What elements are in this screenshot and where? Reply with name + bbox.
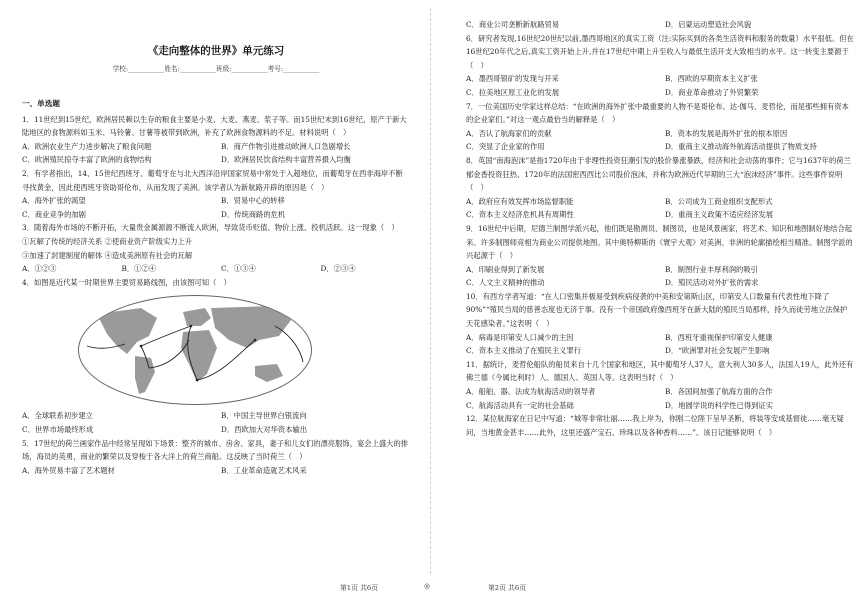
world-trade-route-map <box>78 295 312 405</box>
question-10-stem: 10．有西方学者写道：“在人口密集并极易受到疾病侵袭的中美和安第斯山区，印第安人口数量有代表性地下降了90%”“殖民当局的慈善态度也无济于事。没有一个帝国政府像西班牙在新大陆的殖民当局那样，持久而徒劳地立法保护天花感染者。”这表明（ ） <box>466 291 848 329</box>
question-4-stem: 4．如图是近代某一时期世界主要贸易路线图，由该图可知（ ） <box>22 277 231 287</box>
option-a[interactable]: A．病毒是印第安人口减少的主因 <box>466 332 574 342</box>
question-6-options <box>466 72 854 99</box>
question-1-stem: 1．11世纪到15世纪，欧洲居民赖以生存的粮食主要是小麦、大麦、燕麦、浆子等。而15世纪末到16世纪，原产于新大陆地区的食物源料如玉米、马铃薯、甘薯等被带到欧洲，补充了欧洲食物源料的不足。材料说明（ ） <box>22 114 407 138</box>
question-3-options <box>22 262 410 276</box>
option-b[interactable]: B．制图行业丰厚利润的吸引 <box>665 264 758 274</box>
port-marker <box>140 345 143 348</box>
option-a[interactable]: A．①②③ <box>22 264 57 274</box>
option-a[interactable]: A．海外扩张的渴望 <box>22 196 86 206</box>
option-c[interactable]: C．商业竞争的加剧 <box>22 209 86 219</box>
option-b[interactable]: B．工业革命造就艺术风采 <box>221 465 307 475</box>
left-page <box>22 18 410 477</box>
question-7-stem: 7．一位美国历史学家这样总结：“在欧洲的海外扩张中最重要的人物不是哥伦布、达·伽马、麦哲伦，而是那些拥有资本的企业家们。”对这一观点最恰当的解释是（ ） <box>466 101 849 125</box>
binding-mark: ◎ <box>424 582 430 590</box>
option-b[interactable]: B．公司成为工商业组织支配形式 <box>665 196 773 206</box>
north-america-land <box>97 308 157 354</box>
option-c[interactable]: C．欧洲殖民掠夺丰富了欧洲的食物结构 <box>22 155 152 165</box>
trade-map-graphic <box>79 296 311 404</box>
option-d[interactable]: D．欧洲居民饮食结构丰富营养摄入均衡 <box>221 155 351 165</box>
option-a[interactable]: A．全球联系初步建立 <box>22 411 93 421</box>
option-d[interactable]: D．殖民活动对外扩张的需求 <box>665 278 759 288</box>
option-c[interactable]: C．商业公司垄断新航路贸易 <box>466 20 560 29</box>
option-c[interactable]: C．人文主义精神的推动 <box>466 278 545 288</box>
question-3-items-2: ③加速了封建制度的解体 ④造成美洲原有社会的瓦解 <box>22 250 193 260</box>
question-6-stem: 6．研究者发现,16世纪20世纪以前,墨西哥地区的真实工资（注:实际买到的各类生活资料和服务的数量）水平很低。但在16世纪20年代之后,真实工资开始上升,并在17世纪中期上升至收入与最低生活开支大致相当的水平。这一转变主要源于（ ） <box>466 33 854 70</box>
option-c[interactable]: C．突显了企业家的作用 <box>466 142 545 152</box>
port-marker <box>196 379 199 382</box>
option-b[interactable]: B．各国间加强了航海方面的合作 <box>665 387 773 397</box>
option-a[interactable]: A．墨西哥银矿的发现与开采 <box>466 74 559 84</box>
question-1-options <box>22 140 410 167</box>
question-2-stem: 2．有学者指出，14、15世纪西班牙、葡萄牙在与北大西洋沿岸国家贸易中常处于入超地位，而葡萄牙在西非海岸不断寻找黄金，因此使西班牙资助哥伦布，从而发现了美洲。该学者认为新航路开辟的原因是（ ） <box>22 168 403 192</box>
option-d[interactable]: D．重商主义政策不适应经济发展 <box>665 210 774 220</box>
question-8-options <box>466 195 854 222</box>
question-8-stem: 8．英国“南海泡沫”是指1720年由于非理性投资狂潮引发的股价暴涨暴跌，经济和社会动荡的事件；它与1637年的荷兰郁金香投资狂热、1720年的法国密西西比公司股价泡沫，并称为欧洲近代早期的三大“泡沫经济”事件。这些事件说明（ ） <box>466 155 851 193</box>
port-marker <box>254 339 257 342</box>
question-3-stem: 3．随着海外市场的不断开拓，大量贵金属源源不断流入欧洲，导致货币贬值、物价上涨、投机活跃。这一现象（ ） <box>22 223 399 233</box>
option-d[interactable]: D．传统商路的危机 <box>221 209 286 219</box>
section-heading: 一、单选题 <box>22 99 60 108</box>
port-marker <box>190 325 193 328</box>
question-10-options <box>466 331 854 358</box>
question-12-stem: 12．某位航海家在日记中写道：“城等非常壮丽……我上岸为，你刚二位陛下呈旱圣断，将装等安成基督徒……毫无疑问，当地黄金甚丰……此外，这里还盛产宝石、珍珠以及各种香料……”。该日记能够说明（ ） <box>466 414 844 437</box>
question-5-stem: 5．17世纪的荷兰画家作品中经常呈现如下场景：整齐的城市、房舍、家具，妻子和儿女们的漂亮服饰，宴会上盛大的排场，海员的英勇，商业的繁荣以及穿梭于各大洋上的荷兰商船。这反映了当时荷兰（ ） <box>22 438 409 462</box>
right-page <box>466 18 854 439</box>
question-11-options <box>466 385 854 412</box>
option-c[interactable]: C．资本主义经济危机具有周期性 <box>466 210 574 220</box>
option-a[interactable]: A．欧洲农业生产力进步解决了粮食问题 <box>22 141 152 151</box>
option-d[interactable]: D．“欧洲罪对社会发展产生影响 <box>665 346 770 356</box>
question-9-options <box>466 263 854 290</box>
question-3-items-1: ①瓦解了传统的经济关系 ②使商业资产阶级实力上升 <box>22 236 193 246</box>
option-c[interactable]: C．航海活动具有一定的社会基础 <box>466 400 574 410</box>
option-d[interactable]: D．商业革命推动了外贸繁荣 <box>665 87 759 97</box>
question-11-stem: 11．据统计，麦哲伦船队的船员来自十几个国家和地区，其中葡萄牙人37人，意大利人30多人，法国人19人，此外还有佛兰德（今属比利时）人、德国人、英国人等。这表明当时（ ） <box>466 359 854 383</box>
europe-land <box>183 308 211 326</box>
question-7-options <box>466 127 854 154</box>
exam-title: 《走向整体的世界》单元练习 <box>147 45 285 57</box>
page-divider <box>430 8 431 574</box>
option-c[interactable]: C．拉美地区原工业化的发展 <box>466 87 560 97</box>
option-d[interactable]: D．②③④ <box>320 264 356 274</box>
option-b[interactable]: B．商产作物引进推动欧洲人口急剧增长 <box>221 141 351 151</box>
option-b[interactable]: B．资本的发展是海外扩张的根本原因 <box>665 128 788 138</box>
question-4-options <box>22 409 410 436</box>
option-b[interactable]: B．西欧的早期资本主义扩张 <box>665 74 758 84</box>
option-c[interactable]: C．①③④ <box>221 264 256 274</box>
student-info-line: 学校:___________姓名:___________班级:___________考号:___________ <box>112 65 320 73</box>
australia-land <box>255 364 283 382</box>
option-a[interactable]: A．海外贸易丰富了艺术题材 <box>22 465 115 475</box>
question-9-stem: 9．16世纪中后期，尼德兰制图学派兴起，他们既是勘测员、制图员，也是风景画家，将艺术、知识和地图制好地结合起来。许多制图师竞相为商业公司提供地图。其中奥特柳斯的《寰宇大观》对美洲、非洲的轮廓描绘相当精准。制图学派的兴起源于（ ） <box>466 223 853 261</box>
page-footer-right: 第2页 共6页 <box>488 584 526 592</box>
option-a[interactable]: A．否认了航海家们的贡献 <box>466 128 552 138</box>
asia-land <box>211 306 291 348</box>
question-5-options-continued <box>466 18 854 32</box>
page-footer-left: 第1页 共6页 <box>340 584 378 592</box>
africa-land <box>181 330 217 382</box>
question-2-options <box>22 194 410 221</box>
option-b[interactable]: B．贸易中心的转移 <box>221 196 285 206</box>
option-c[interactable]: C．资本主义推动了在殖民主义罪行 <box>466 346 582 356</box>
option-a[interactable]: A．政府应有效发挥市场监督职能 <box>466 196 574 206</box>
option-a[interactable]: A．印刷业得到了新发展 <box>466 264 545 274</box>
south-america-land <box>135 356 155 394</box>
option-b[interactable]: B．西班牙重视保护印第安人健康 <box>665 332 773 342</box>
option-c[interactable]: C．世界市场最终形成 <box>22 424 94 434</box>
option-d[interactable]: D．启蒙运动塑造社会风貌 <box>665 20 752 29</box>
option-d[interactable]: D．重商主义推动海外航海活动提供了物质支持 <box>665 142 817 152</box>
option-a[interactable]: A．船舶、器、法成为航海活动的领导者 <box>466 387 596 397</box>
option-b[interactable]: B．中国主导世界白银流向 <box>221 411 307 421</box>
option-d[interactable]: D．西欧加大对华资本输出 <box>221 424 308 434</box>
option-d[interactable]: D．地圆学说的科学性已得到证实 <box>665 400 774 410</box>
question-5-options <box>22 464 410 478</box>
option-b[interactable]: B．①②④ <box>121 264 157 274</box>
